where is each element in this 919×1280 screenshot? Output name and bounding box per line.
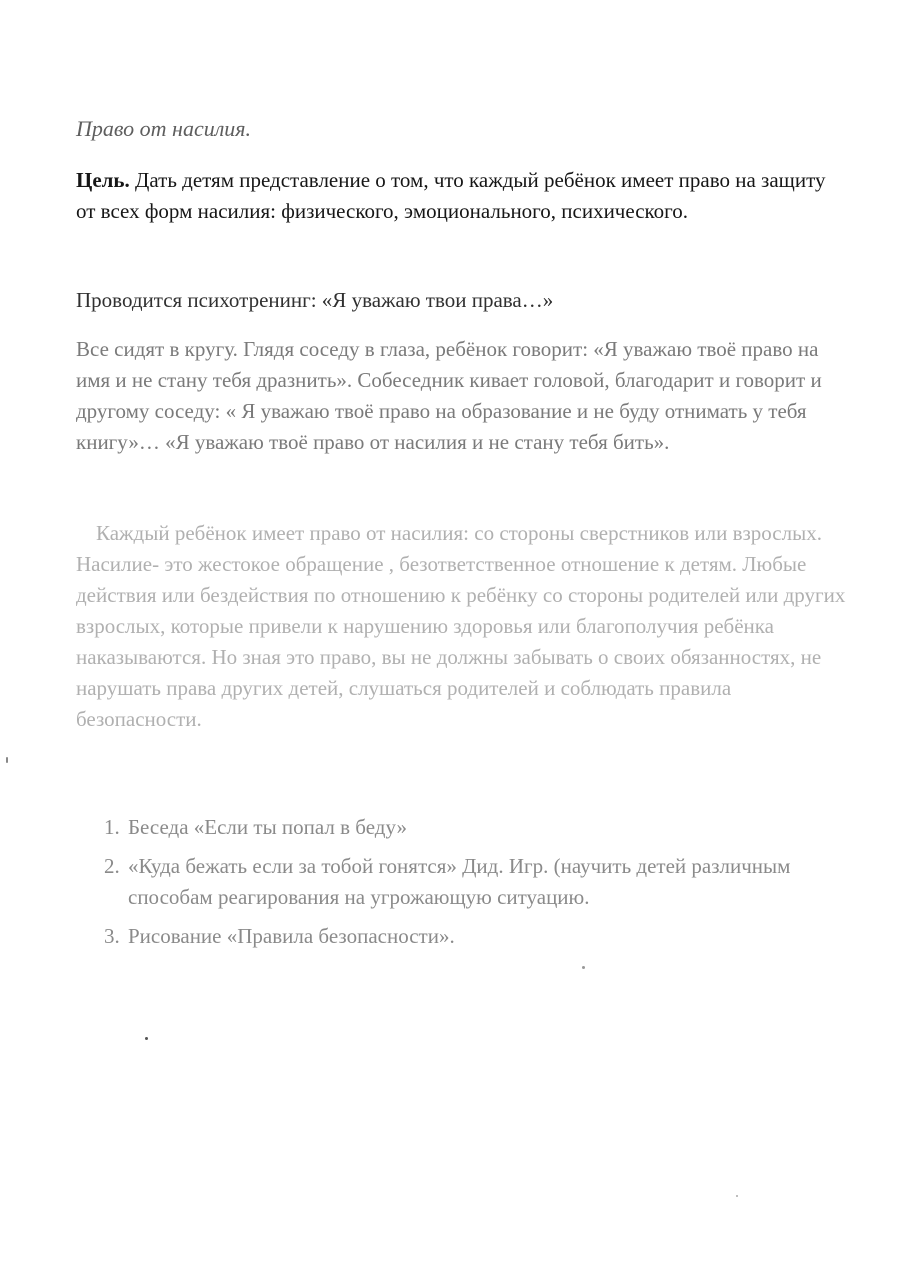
scan-speck [6, 757, 8, 763]
list-item-text: «Куда бежать если за тобой гонятся» Дид. Игр. (научить детей различным способам реагирования на угрожающую ситуацию. [128, 854, 791, 909]
goal-paragraph [76, 165, 836, 227]
goal-text: Дать детям представление о том, что каждый ребёнок имеет право на защиту от всех форм насилия: физического, эмоционального, психического. [76, 168, 826, 223]
goal-label: Цель. [76, 168, 130, 192]
list-item-text: Беседа «Если ты попал в беду» [128, 815, 407, 839]
list-item-number: 2. [104, 854, 120, 878]
circle-exercise-paragraph: Все сидят в кругу. Глядя соседу в глаза, ребёнок говорит: «Я уважаю твоё право на имя и не стану тебя дразнить». Собеседник кивает головой, благодарит и говорит и другому соседу: « Я уважаю твоё право на образование и не буду отнимать у тебя книгу»… «Я уважаю твоё право от насилия и не стану тебя бить». [76, 337, 822, 454]
scan-speck [145, 1037, 148, 1040]
document-title: Право от насилия. [76, 116, 252, 141]
rights-paragraph: Каждый ребёнок имеет право от насилия: со стороны сверстников или взрослых. Насилие- это жестокое обращение , безответственное отношение к детям. Любые действия или бездействия по отношению к ребёнку со стороны родителей или других взрослых, которые привели к нарушению здоровья или благополучия ребёнка наказываются. Но зная это право, вы не должны забывать о своих обязанностях, не нарушать права других детей, слушаться родителей и соблюдать правила безопасности. [76, 521, 846, 731]
scan-speck [582, 966, 585, 969]
list-item-text: Рисование «Правила безопасности». [128, 924, 455, 948]
list-item-number: 3. [104, 924, 120, 948]
scan-speck [736, 1195, 738, 1197]
list-item [76, 851, 846, 913]
list-item [76, 812, 846, 843]
list-item [76, 921, 846, 952]
activities-list [76, 812, 846, 960]
training-line: Проводится психотренинг: «Я уважаю твои права…» [76, 288, 554, 312]
list-item-number: 1. [104, 815, 120, 839]
